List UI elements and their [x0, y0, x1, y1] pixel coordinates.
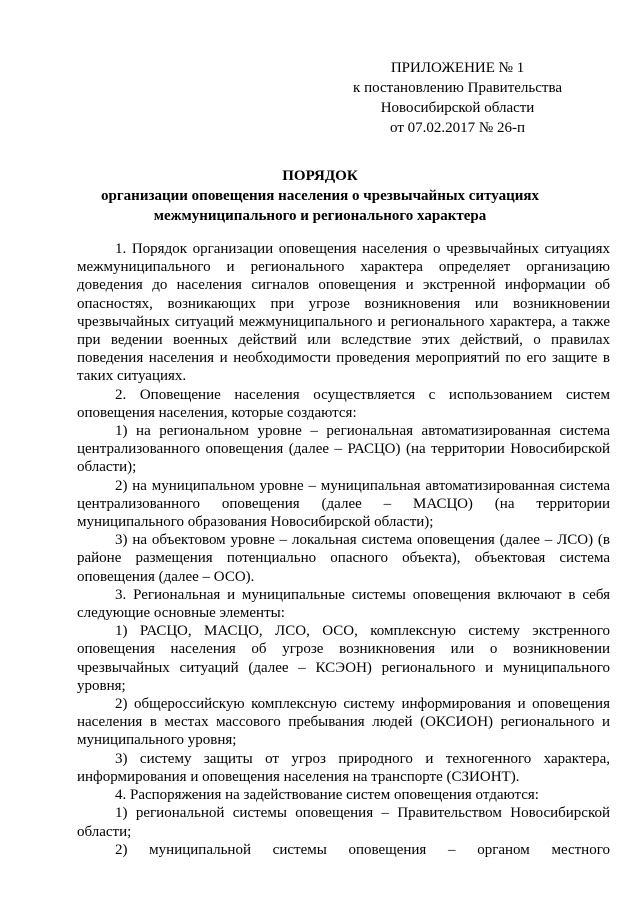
paragraph: 2) муниципальной системы оповещения – органом местного	[115, 841, 610, 858]
title-heading: ПОРЯДОК	[282, 168, 358, 184]
appendix-reference: к постановлению Правительства	[353, 80, 562, 96]
paragraph: 2) на муниципальном уровне – муниципальная автоматизированная система централизованного оповещения (далее – МАСЦО) (на территории муниципального образования Новосибирской области);	[77, 477, 610, 531]
title-subtitle-line1: организации оповещения населения о чрезвычайных ситуациях	[101, 188, 539, 204]
paragraph: 4. Распоряжения на задействование систем оповещения отдаются:	[115, 787, 539, 804]
paragraph: 1) региональной системы оповещения – Правительством Новосибирской области;	[77, 805, 610, 840]
paragraph: 3. Региональная и муниципальные системы оповещения включают в себя следующие основные элементы:	[77, 586, 610, 622]
appendix-region: Новосибирской области	[380, 100, 535, 116]
appendix-number: ПРИЛОЖЕНИЕ № 1	[390, 60, 525, 76]
paragraph: 1. Порядок организации оповещения населения о чрезвычайных ситуациях межмуниципального и регионального характера определяет организацию доведения до населения сигналов оповещения и экстренной информации об опасностях, возникающих при угрозе возникновения или возникновении чрезвычайных ситуаций межмуниципального и регионального характера, а также при ведении военных действий или вследствие этих действий, о правилах поведения населения и необходимости проведения мероприятий по его защите в таких ситуациях.	[77, 241, 610, 385]
paragraph: 2) общероссийскую комплексную систему информирования и оповещения населения в местах массового пребывания людей (ОКСИОН) регионального и муниципального уровня;	[77, 696, 610, 749]
appendix-header	[353, 58, 562, 138]
paragraph: 3) на объектовом уровне – локальная система оповещения (далее – ЛСО) (в районе размещения потенциально опасного объекта), объектовая система оповещения (далее – ОСО).	[77, 532, 610, 585]
document-body	[77, 240, 610, 859]
paragraph: 3) систему защиты от угроз природного и техногенного характера, информирования и оповещения населения на транспорте (СЗИОНТ).	[77, 750, 610, 785]
paragraph: 1) на региональном уровне – региональная автоматизированная система централизованного оповещения (далее – РАСЦО) (на территории Новосибирской области);	[77, 423, 610, 476]
paragraph: 2. Оповещение населения осуществляется с использованием систем оповещения населения, которые создаются:	[77, 386, 610, 421]
paragraph: 1) РАСЦО, МАСЦО, ЛСО, ОСО, комплексную систему экстренного оповещения населения об угрозе возникновения или о возникновении чрезвычайных ситуаций (далее – КСЭОН) регионального и муниципального уровня;	[77, 623, 610, 694]
title-subtitle-line2: межмуниципального и регионального характера	[153, 208, 487, 224]
document-title	[0, 166, 640, 226]
appendix-date-number: от 07.02.2017 № 26-п	[390, 120, 525, 136]
